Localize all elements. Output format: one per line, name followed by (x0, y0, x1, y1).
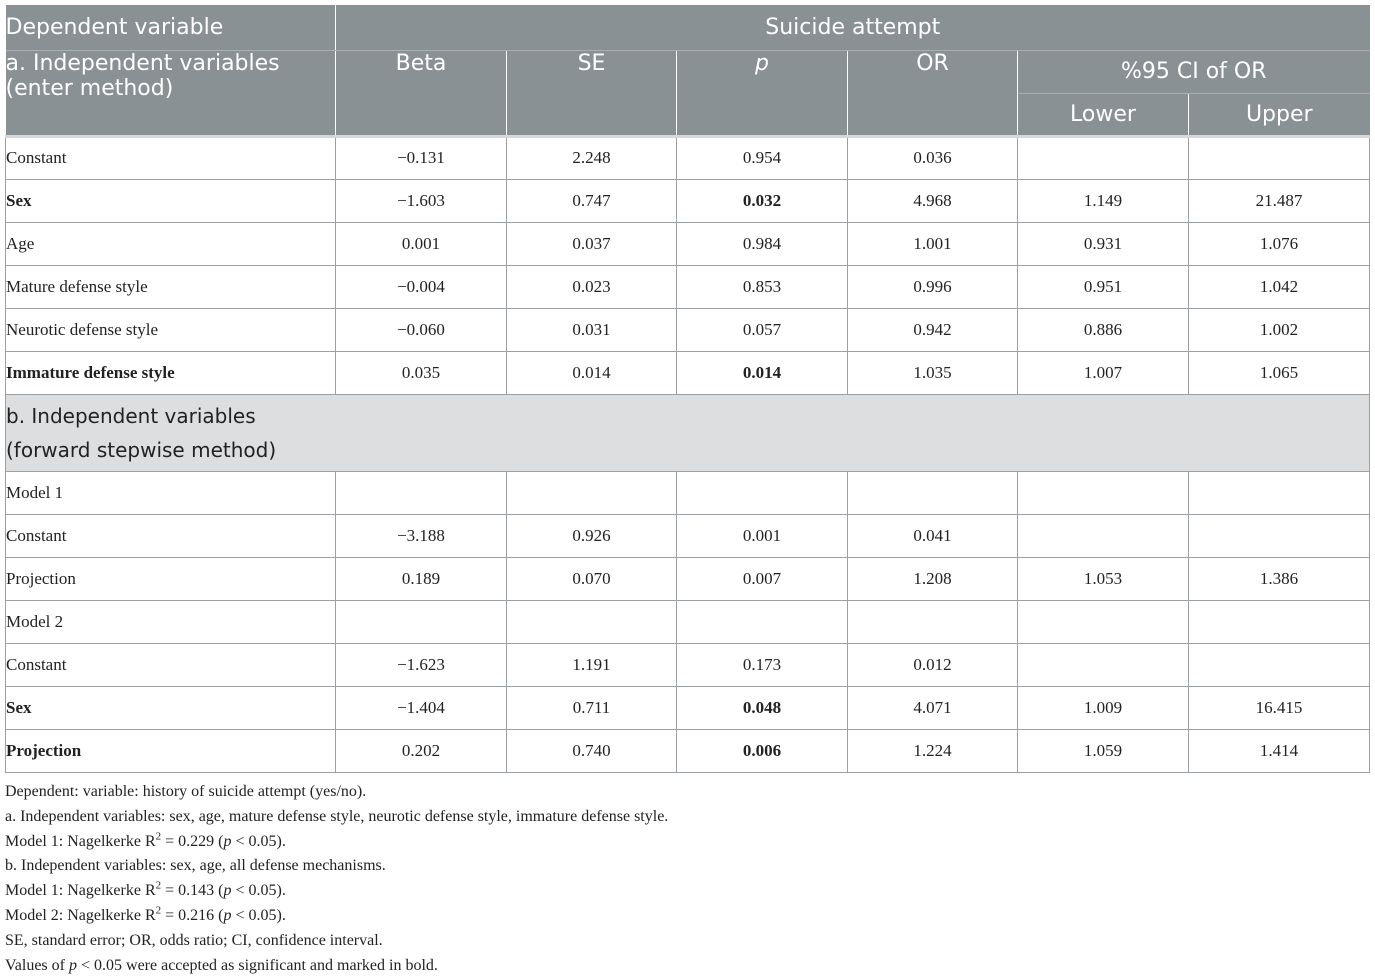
dependent-variable-label: Dependent variable (6, 5, 336, 50)
p-cell: 0.057 (677, 308, 848, 351)
section-b-title (6, 394, 1370, 471)
table-row (6, 686, 1370, 729)
se-cell: 0.070 (507, 557, 677, 600)
beta-cell (336, 600, 507, 643)
or-cell: 0.012 (848, 643, 1018, 686)
upper-cell (1189, 643, 1370, 686)
lower-cell: 1.053 (1018, 557, 1189, 600)
se-cell: 0.031 (507, 308, 677, 351)
row-label: Constant (6, 643, 336, 686)
p-cell: 0.173 (677, 643, 848, 686)
se-cell: 2.248 (507, 136, 677, 179)
row-label: Constant (6, 514, 336, 557)
footnote-text: Model 1: Nagelkerke R (5, 882, 156, 900)
upper-cell: 1.414 (1189, 729, 1370, 772)
or-cell: 4.071 (848, 686, 1018, 729)
lower-cell: 0.886 (1018, 308, 1189, 351)
footnote-p: p (223, 882, 232, 900)
section-b-header-row (6, 394, 1370, 471)
upper-cell: 21.487 (1189, 179, 1370, 222)
beta-cell (336, 471, 507, 514)
lower-cell: 1.059 (1018, 729, 1189, 772)
p-cell: 0.954 (677, 136, 848, 179)
lower-cell: 1.007 (1018, 351, 1189, 394)
row-label: Projection (6, 557, 336, 600)
row-label: Model 1 (6, 471, 336, 514)
footnote (5, 830, 1369, 855)
upper-cell: 1.386 (1189, 557, 1370, 600)
row-label: Constant (6, 136, 336, 179)
footnote-p: p (223, 832, 232, 850)
results-table (5, 5, 1370, 773)
p-cell: 0.984 (677, 222, 848, 265)
row-label: Neurotic defense style (6, 308, 336, 351)
p-cell: 0.048 (677, 686, 848, 729)
footnote-text: = 0.229 ( (161, 832, 224, 850)
lower-cell (1018, 471, 1189, 514)
beta-cell: −0.004 (336, 265, 507, 308)
se-cell (507, 471, 677, 514)
lower-cell: 1.149 (1018, 179, 1189, 222)
col-beta-header: Beta (336, 50, 507, 136)
se-cell: 0.747 (507, 179, 677, 222)
or-cell: 0.041 (848, 514, 1018, 557)
table-row (6, 643, 1370, 686)
table-row (6, 514, 1370, 557)
beta-cell: −0.060 (336, 308, 507, 351)
table-row (6, 136, 1370, 179)
or-cell: 0.996 (848, 265, 1018, 308)
footnote-p: p (223, 906, 232, 924)
ivs-label-line1: a. Independent variables (5, 50, 280, 76)
lower-cell (1018, 643, 1189, 686)
or-cell: 1.001 (848, 222, 1018, 265)
beta-cell: 0.202 (336, 729, 507, 772)
p-cell: 0.007 (677, 557, 848, 600)
footnote-text: Values of (5, 956, 69, 974)
table-header (6, 5, 1370, 136)
beta-cell: 0.001 (336, 222, 507, 265)
se-cell: 1.191 (507, 643, 677, 686)
lower-cell (1018, 136, 1189, 179)
se-cell: 0.037 (507, 222, 677, 265)
footnote-text: < 0.05). (231, 832, 286, 850)
upper-cell (1189, 600, 1370, 643)
row-label: Age (6, 222, 336, 265)
se-cell: 0.740 (507, 729, 677, 772)
p-cell: 0.006 (677, 729, 848, 772)
or-cell: 4.968 (848, 179, 1018, 222)
footnote (5, 879, 1369, 904)
footnote (5, 904, 1369, 929)
lower-cell: 0.951 (1018, 265, 1189, 308)
p-cell (677, 471, 848, 514)
beta-cell: −1.404 (336, 686, 507, 729)
or-cell: 1.035 (848, 351, 1018, 394)
beta-cell: −3.188 (336, 514, 507, 557)
independent-variables-header (6, 50, 336, 136)
table-row (6, 471, 1370, 514)
upper-cell (1189, 514, 1370, 557)
p-cell: 0.001 (677, 514, 848, 557)
footnote: Dependent: variable: history of suicide attempt (yes/no). (5, 783, 367, 800)
footnote-text: = 0.216 ( (161, 906, 224, 924)
se-cell: 0.926 (507, 514, 677, 557)
p-cell: 0.014 (677, 351, 848, 394)
beta-cell: −1.603 (336, 179, 507, 222)
p-cell: 0.032 (677, 179, 848, 222)
footnote-text: < 0.05 were accepted as significant and marked in bold. (76, 956, 438, 974)
footnote-text: < 0.05). (231, 906, 286, 924)
footnote-text: Model 2: Nagelkerke R (5, 906, 156, 924)
or-cell (848, 600, 1018, 643)
footnote-sup: 2 (155, 879, 162, 892)
or-cell: 0.942 (848, 308, 1018, 351)
table-row (6, 265, 1370, 308)
footnote-text: < 0.05). (231, 882, 286, 900)
upper-cell: 1.002 (1189, 308, 1370, 351)
p-cell (677, 600, 848, 643)
col-upper-header: Upper (1189, 93, 1370, 136)
footnote-sup: 2 (155, 830, 162, 843)
footnote-p: p (68, 956, 77, 974)
row-label: Sex (6, 686, 336, 729)
lower-cell: 0.931 (1018, 222, 1189, 265)
upper-cell (1189, 136, 1370, 179)
col-se-header: SE (507, 50, 677, 136)
footnote: b. Independent variables: sex, age, all defense mechanisms. (5, 857, 386, 875)
upper-cell: 1.065 (1189, 351, 1370, 394)
or-cell (848, 471, 1018, 514)
dependent-variable-value: Suicide attempt (336, 5, 1370, 50)
row-label: Immature defense style (6, 351, 336, 394)
col-p-header (677, 50, 848, 136)
beta-cell: −0.131 (336, 136, 507, 179)
se-cell: 0.014 (507, 351, 677, 394)
row-label: Mature defense style (6, 265, 336, 308)
se-cell (507, 600, 677, 643)
col-lower-header: Lower (1018, 93, 1189, 136)
col-p-label: p (755, 50, 769, 76)
section-b-title-line1: b. Independent variables (6, 403, 256, 428)
section-b-title-line2: (forward stepwise method) (6, 437, 277, 462)
col-ci-header: %95 CI of OR (1018, 50, 1370, 93)
or-cell: 0.036 (848, 136, 1018, 179)
table-row (6, 351, 1370, 394)
table-row (6, 600, 1370, 643)
or-cell: 1.208 (848, 557, 1018, 600)
ivs-label-line2: (enter method) (5, 75, 174, 101)
beta-cell: 0.189 (336, 557, 507, 600)
footnote (5, 954, 1369, 979)
table-row (6, 308, 1370, 351)
lower-cell: 1.009 (1018, 686, 1189, 729)
lower-cell (1018, 600, 1189, 643)
upper-cell: 1.076 (1189, 222, 1370, 265)
upper-cell: 1.042 (1189, 265, 1370, 308)
beta-cell: −1.623 (336, 643, 507, 686)
row-label: Model 2 (6, 600, 336, 643)
footnote-text: = 0.143 ( (161, 882, 224, 900)
row-label: Sex (6, 179, 336, 222)
table-row (6, 557, 1370, 600)
table-footnotes (5, 780, 1369, 978)
upper-cell: 16.415 (1189, 686, 1370, 729)
beta-cell: 0.035 (336, 351, 507, 394)
table-row (6, 222, 1370, 265)
or-cell: 1.224 (848, 729, 1018, 772)
table-row (6, 179, 1370, 222)
footnote-text: Model 1: Nagelkerke R (5, 832, 156, 850)
se-cell: 0.711 (507, 686, 677, 729)
footnote: a. Independent variables: sex, age, mature defense style, neurotic defense style, immature defense style. (5, 807, 669, 825)
se-cell: 0.023 (507, 265, 677, 308)
footnote: SE, standard error; OR, odds ratio; CI, confidence interval. (5, 931, 383, 949)
row-label: Projection (6, 729, 336, 772)
p-cell: 0.853 (677, 265, 848, 308)
upper-cell (1189, 471, 1370, 514)
footnote-sup: 2 (155, 904, 162, 917)
col-or-header: OR (848, 50, 1018, 136)
lower-cell (1018, 514, 1189, 557)
table-row (6, 729, 1370, 772)
